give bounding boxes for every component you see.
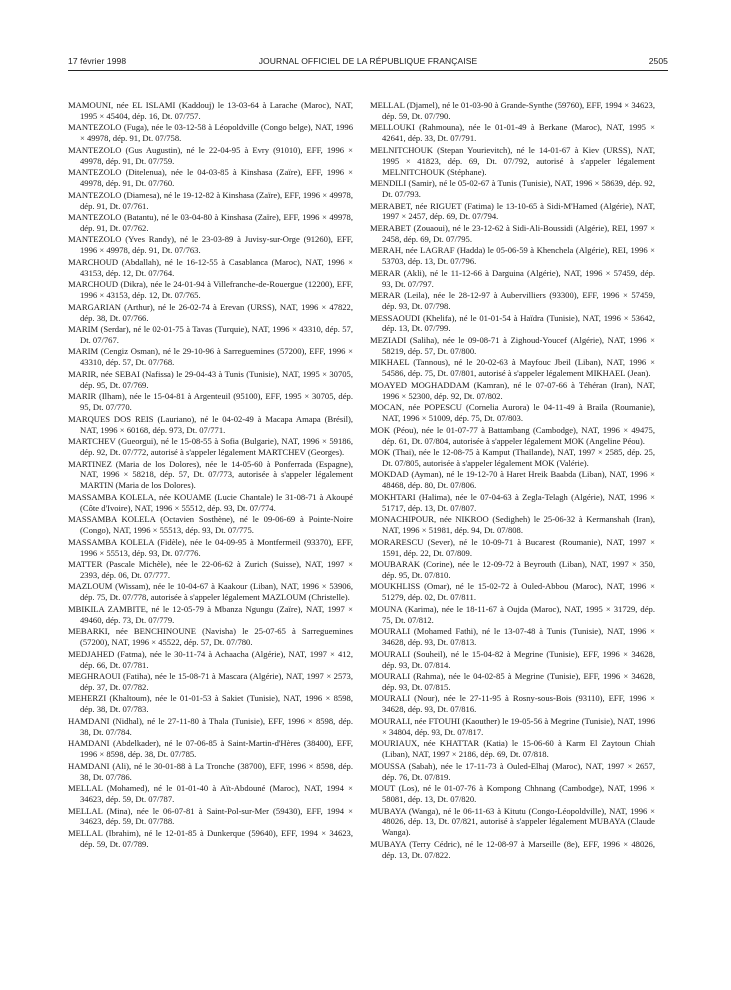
naturalization-entry: MARTINEZ (Maria de los Dolores), née le 14-05-60 à Ponferrada (Espagne), NAT, 1996 × 58218, dép. 57, Dt. 07/773, autorisée à s'appeler légalement MARTIN (Maria de los Dolores). [68,458,353,491]
naturalization-entry: MANTEZOLO (Fuga), née le 03-12-58 à Léopoldville (Congo belge), NAT, 1996 × 49978, dép. 91, Dt. 07/758. [68,122,353,144]
naturalization-entry: MANTEZOLO (Diamesa), né le 19-12-82 à Kinshasa (Zaïre), EFF, 1996 × 49978, dép. 91, Dt. 07/761. [68,189,353,211]
naturalization-entry: MEHERZI (Khaltoum), née le 01-01-53 à Sakiet (Tunisie), NAT, 1996 × 8598, dép. 38, Dt. 07/783. [68,693,353,715]
naturalization-entry: MIKHAEL (Tannous), né le 20-02-63 à Mayfouc Jbeil (Liban), NAT, 1996 × 54586, dép. 75, Dt. 07/801, autorisé à s'appeler légalement MIKHAEL (Jean). [370,357,655,379]
naturalization-entry: MANTEZOLO (Gus Augustin), né le 22-04-95 à Evry (91010), EFF, 1996 × 49978, dép. 91, Dt. 07/759. [68,144,353,166]
header-journal-title: JOURNAL OFFICIEL DE LA RÉPUBLIQUE FRANÇAISE [258,56,478,66]
naturalization-entry: MESSAOUDI (Khelifa), né le 01-01-54 à Haïdra (Tunisie), NAT, 1996 × 53642, dép. 13, Dt. 07/799. [370,312,655,334]
naturalization-entry: MEGHRAOUI (Fatiha), née le 15-08-71 à Mascara (Algérie), NAT, 1997 × 2573, dép. 37, Dt. 07/782. [68,671,353,692]
naturalization-entry: MELLAL (Djamel), né le 01-03-90 à Grande-Synthe (59760), EFF, 1994 × 34623, dép. 59, Dt. 07/790. [370,100,655,121]
naturalization-entry: MARCHOUD (Abdallah), né le 16-12-55 à Casablanca (Maroc), NAT, 1996 × 43153, dép. 12, Dt. 07/764. [68,256,353,278]
header-rule [68,70,668,71]
naturalization-entry: MAZLOUM (Wissam), née le 10-04-67 à Kaakour (Liban), NAT, 1996 × 53906, dép. 75, Dt. 07/778, autorisée à s'appeler légalement MAZLOUM (Christelle). [68,581,353,603]
naturalization-entry: MAMOUNI, née EL ISLAMI (Kaddouj) le 13-03-64 à Larache (Maroc), NAT, 1995 × 45404, dép. 16, Dt. 07/757. [68,100,353,121]
naturalization-entry: MOURALI (Mohamed Fathi), né le 13-07-48 à Tunis (Tunisie), NAT, 1996 × 34628, dép. 93, Dt. 07/813. [370,626,655,648]
naturalization-entry: MOURIAUX, née KHATTAR (Katia) le 15-06-60 à Karm El Zaytoun Chiah (Liban), NAT, 1997 × 2186, dép. 69, Dt. 07/818. [370,738,655,760]
naturalization-entry: MOAYED MOGHADDAM (Kamran), né le 07-07-66 à Téhéran (Iran), NAT, 1996 × 52300, dép. 92, Dt. 07/802. [370,379,655,401]
naturalization-entry: MELLAL (Ibrahim), né le 12-01-85 à Dunkerque (59640), EFF, 1994 × 34623, dép. 59, Dt. 07/789. [68,827,353,849]
naturalization-entry: MOURALI (Souheil), né le 15-04-82 à Megrine (Tunisie), EFF, 1996 × 34628, dép. 93, Dt. 07/814. [370,648,655,670]
naturalization-entry: MANTEZOLO (Batantu), né le 03-04-80 à Kinshasa (Zaïre), EFF, 1996 × 49978, dép. 91, Dt. 07/762. [68,212,353,233]
naturalization-entry: HAMDANI (Ali), né le 30-01-88 à La Tronche (38700), EFF, 1996 × 8598, dép. 38, Dt. 07/786. [68,760,353,782]
naturalization-entry: MELLOUKI (Rahmouna), née le 01-01-49 à Berkane (Maroc), NAT, 1995 × 42641, dép. 33, Dt. 07/791. [370,122,655,144]
right-column [370,100,655,970]
naturalization-entry: HAMDANI (Abdelkader), né le 07-06-85 à Saint-Martin-d'Hères (38400), EFF, 1996 × 8598, dép. 38, Dt. 07/785. [68,738,353,760]
naturalization-entry: MASSAMBA KOLELA (Octavien Sosthène), né le 09-06-69 à Pointe-Noire (Congo), NAT, 1996 × 55513, dép. 93, Dt. 07/775. [68,514,353,536]
naturalization-entry: MOUKHLISS (Omar), né le 15-02-72 à Ouled-Abbou (Maroc), NAT, 1996 × 51279, dép. 02, Dt. 07/811. [370,581,655,603]
naturalization-entry: MASSAMBA KOLELA (Fidèle), née le 04-09-95 à Montfermeil (93370), EFF, 1996 × 55513, dép. 93, Dt. 07/776. [68,536,353,558]
naturalization-entry: MANTEZOLO (Ditelenua), née le 04-03-85 à Kinshasa (Zaïre), EFF, 1996 × 49978, dép. 91, Dt. 07/760. [68,167,353,189]
page-header [68,56,668,70]
naturalization-entry: HAMDANI (Nidhal), né le 27-11-80 à Thala (Tunisie), EFF, 1996 × 8598, dép. 38, Dt. 07/784. [68,715,353,737]
naturalization-entry: MOUT (Los), né le 01-07-76 à Kompong Chhnang (Cambodge), NAT, 1996 × 58081, dép. 13, Dt. 07/820. [370,783,655,804]
naturalization-entry: MBIKILA ZAMBITE, né le 12-05-79 à Mbanza Ngungu (Zaïre), NAT, 1997 × 49460, dép. 73, Dt. 07/779. [68,603,353,625]
naturalization-entry: MARGARIAN (Arthur), né le 26-02-74 à Erevan (URSS), NAT, 1996 × 47822, dép. 38, Dt. 07/766. [68,301,353,323]
naturalization-entry: MELLAL (Mohamed), né le 01-01-40 à Aït-Abdouné (Maroc), NAT, 1994 × 34623, dép. 59, Dt. 07/787. [68,783,353,804]
naturalization-entry: MOUNA (Karima), née le 18-11-67 à Oujda (Maroc), NAT, 1995 × 31729, dép. 75, Dt. 07/812. [370,603,655,625]
naturalization-entry: MARIM (Serdar), né le 02-01-75 à Tavas (Turquie), NAT, 1996 × 43310, dép. 57, Dt. 07/767. [68,324,353,345]
naturalization-entry: MORARESCU (Sever), né le 10-09-71 à Bucarest (Roumanie), NAT, 1997 × 1591, dép. 22, Dt. 07/809. [370,536,655,558]
naturalization-entry: MENDILI (Samir), né le 05-02-67 à Tunis (Tunisie), NAT, 1996 × 58639, dép. 92, Dt. 07/793. [370,178,655,200]
naturalization-entry: MERABET, née RIGUET (Fatima) le 13-10-65 à Sidi-M'Hamed (Algérie), NAT, 1997 × 2457, dép. 69, Dt. 07/794. [370,200,655,222]
naturalization-entry: MOURALI, née FTOUHI (Kaouther) le 19-05-56 à Megrine (Tunisie), NAT, 1996 × 34804, dép. 93, Dt. 07/817. [370,715,655,737]
naturalization-entry: MARTCHEV (Gueorgui), né le 15-08-55 à Sofia (Bulgarie), NAT, 1996 × 59186, dép. 92, Dt. 07/772, autorisé à s'appeler légalement MARTCHEV (Georges). [68,436,353,457]
naturalization-entry: MOKHTARI (Halima), née le 07-04-63 à Zegla-Telagh (Algérie), NAT, 1996 × 51717, dép. 13, Dt. 07/807. [370,491,655,513]
naturalization-entry: MOUSSA (Sabah), née le 17-11-73 à Ouled-Elhaj (Maroc), NAT, 1997 × 2657, dép. 76, Dt. 07/819. [370,760,655,782]
naturalization-entry: MONACHIPOUR, née NIKROO (Sedigheh) le 25-06-32 à Kermanshah (Iran), NAT, 1996 × 51981, dép. 94, Dt. 07/808. [370,514,655,536]
naturalization-entry: MELLAL (Mina), née le 06-07-81 à Saint-Pol-sur-Mer (59430), EFF, 1994 × 34623, dép. 59, Dt. 07/788. [68,805,353,827]
naturalization-entry: MANTEZOLO (Yves Randy), né le 23-03-89 à Juvisy-sur-Orge (91260), EFF, 1996 × 49978, dép. 91, Dt. 07/763. [68,234,353,256]
header-date: 17 février 1998 [68,56,127,66]
naturalization-entry: MARIR, née SEBAI (Nafissa) le 29-04-43 à Tunis (Tunisie), NAT, 1995 × 30705, dép. 95, Dt. 07/769. [68,368,353,390]
naturalization-entry: MOURALI (Nour), née le 27-11-95 à Rosny-sous-Bois (93110), EFF, 1996 × 34628, dép. 93, Dt. 07/816. [370,693,655,715]
naturalization-entry: MOURALI (Rahma), née le 04-02-85 à Megrine (Tunisie), EFF, 1996 × 34628, dép. 93, Dt. 07/815. [370,671,655,692]
naturalization-entry: MOKDAD (Ayman), né le 19-12-70 à Haret Hreik Baabda (Liban), NAT, 1996 × 48468, dép. 80, Dt. 07/806. [370,469,655,491]
naturalization-entry: MEDJAHED (Fatma), née le 30-11-74 à Achaacha (Algérie), NAT, 1997 × 412, dép. 66, Dt. 07/781. [68,648,353,670]
naturalization-entry: MARIM (Cengiz Osman), né le 29-10-96 à Sarreguemines (57200), EFF, 1996 × 43310, dép. 57, Dt. 07/768. [68,346,353,368]
naturalization-entry: MERABET (Zouaoui), né le 23-12-62 à Sidi-Ali-Boussidi (Algérie), REI, 1997 × 2458, dép. 69, Dt. 07/795. [370,222,655,244]
naturalization-entry: MELNITCHOUK (Stepan Yourievitch), né le 14-01-67 à Kiev (URSS), NAT, 1995 × 41823, dép. 69, Dt. 07/792, autorisé à s'appeler légalement MELNITCHOUK (Stéphane). [370,144,655,177]
naturalization-entry: MOK (Thai), née le 12-08-75 à Kamput (Thaïlande), NAT, 1997 × 2585, dép. 25, Dt. 07/805, autorisée à s'appeler légalement MOK (Valérie). [370,447,655,468]
naturalization-entry: MASSAMBA KOLELA, née KOUAME (Lucie Chantale) le 31-08-71 à Akoupé (Côte d'Ivoire), NAT, 1996 × 55512, dép. 93, Dt. 07/774. [68,491,353,513]
naturalization-entry: MERAR (Akli), né le 11-12-66 à Darguina (Algérie), NAT, 1996 × 57459, dép. 93, Dt. 07/797. [370,267,655,289]
naturalization-entry: MOCAN, née POPESCU (Cornelia Aurora) le 04-11-49 à Braila (Roumanie), NAT, 1996 × 51009, dép. 75, Dt. 07/803. [370,402,655,424]
naturalization-entry: MERAH, née LAGRAF (Hadda) le 05-06-59 à Khenchela (Algérie), REI, 1996 × 53703, dép. 13, Dt. 07/796. [370,245,655,267]
naturalization-entry: MOK (Péou), née le 01-07-77 à Battambang (Cambodge), NAT, 1996 × 49475, dép. 61, Dt. 07/804, autorisée à s'appeler légalement MOK (Angeline Péou). [370,424,655,446]
header-page-number: 2505 [648,56,668,66]
naturalization-entry: MATTER (Pascale Michèle), née le 22-06-62 à Zurich (Suisse), NAT, 1997 × 2393, dép. 06, Dt. 07/777. [68,559,353,580]
left-column [68,100,353,970]
naturalization-entry: MEBARKI, née BENCHINOUNE (Navisha) le 25-07-65 à Sarreguemines (57200), NAT, 1996 × 45522, dép. 57, Dt. 07/780. [68,626,353,648]
naturalization-entry: MEZIADI (Saliha), née le 09-08-71 à Zighoud-Youcef (Algérie), NAT, 1996 × 58219, dép. 57, Dt. 07/800. [370,334,655,356]
naturalization-entry: MUBAYA (Wanga), né le 06-11-63 à Kitutu (Congo-Léopoldville), NAT, 1996 × 48026, dép. 13, Dt. 07/821, autorisé à s'appeler légalement MUBAYA (Claude Wanga). [370,805,655,838]
naturalization-entry: MOUBARAK (Corine), née le 12-09-72 à Beyrouth (Liban), NAT, 1997 × 350, dép. 95, Dt. 07/810. [370,559,655,580]
naturalization-entry: MARCHOUD (Dikra), née le 24-01-94 à Villefranche-de-Rouergue (12200), EFF, 1996 × 43153, dép. 12, Dt. 07/765. [68,279,353,301]
naturalization-entry: MARQUES DOS REIS (Lauriano), né le 04-02-49 à Macapa Amapa (Brésil), NAT, 1996 × 60168, dép. 973, Dt. 07/771. [68,413,353,435]
naturalization-entry: MERAR (Leila), née le 28-12-97 à Aubervilliers (93300), EFF, 1996 × 57459, dép. 93, Dt. 07/798. [370,290,655,312]
naturalization-entry: MARIR (Ilham), née le 15-04-81 à Argenteuil (95100), EFF, 1995 × 30705, dép. 95, Dt. 07/770. [68,391,353,413]
naturalization-entry: MUBAYA (Terry Cédric), né le 12-08-97 à Marseille (8e), EFF, 1996 × 48026, dép. 13, Dt. 07/822. [370,838,655,860]
